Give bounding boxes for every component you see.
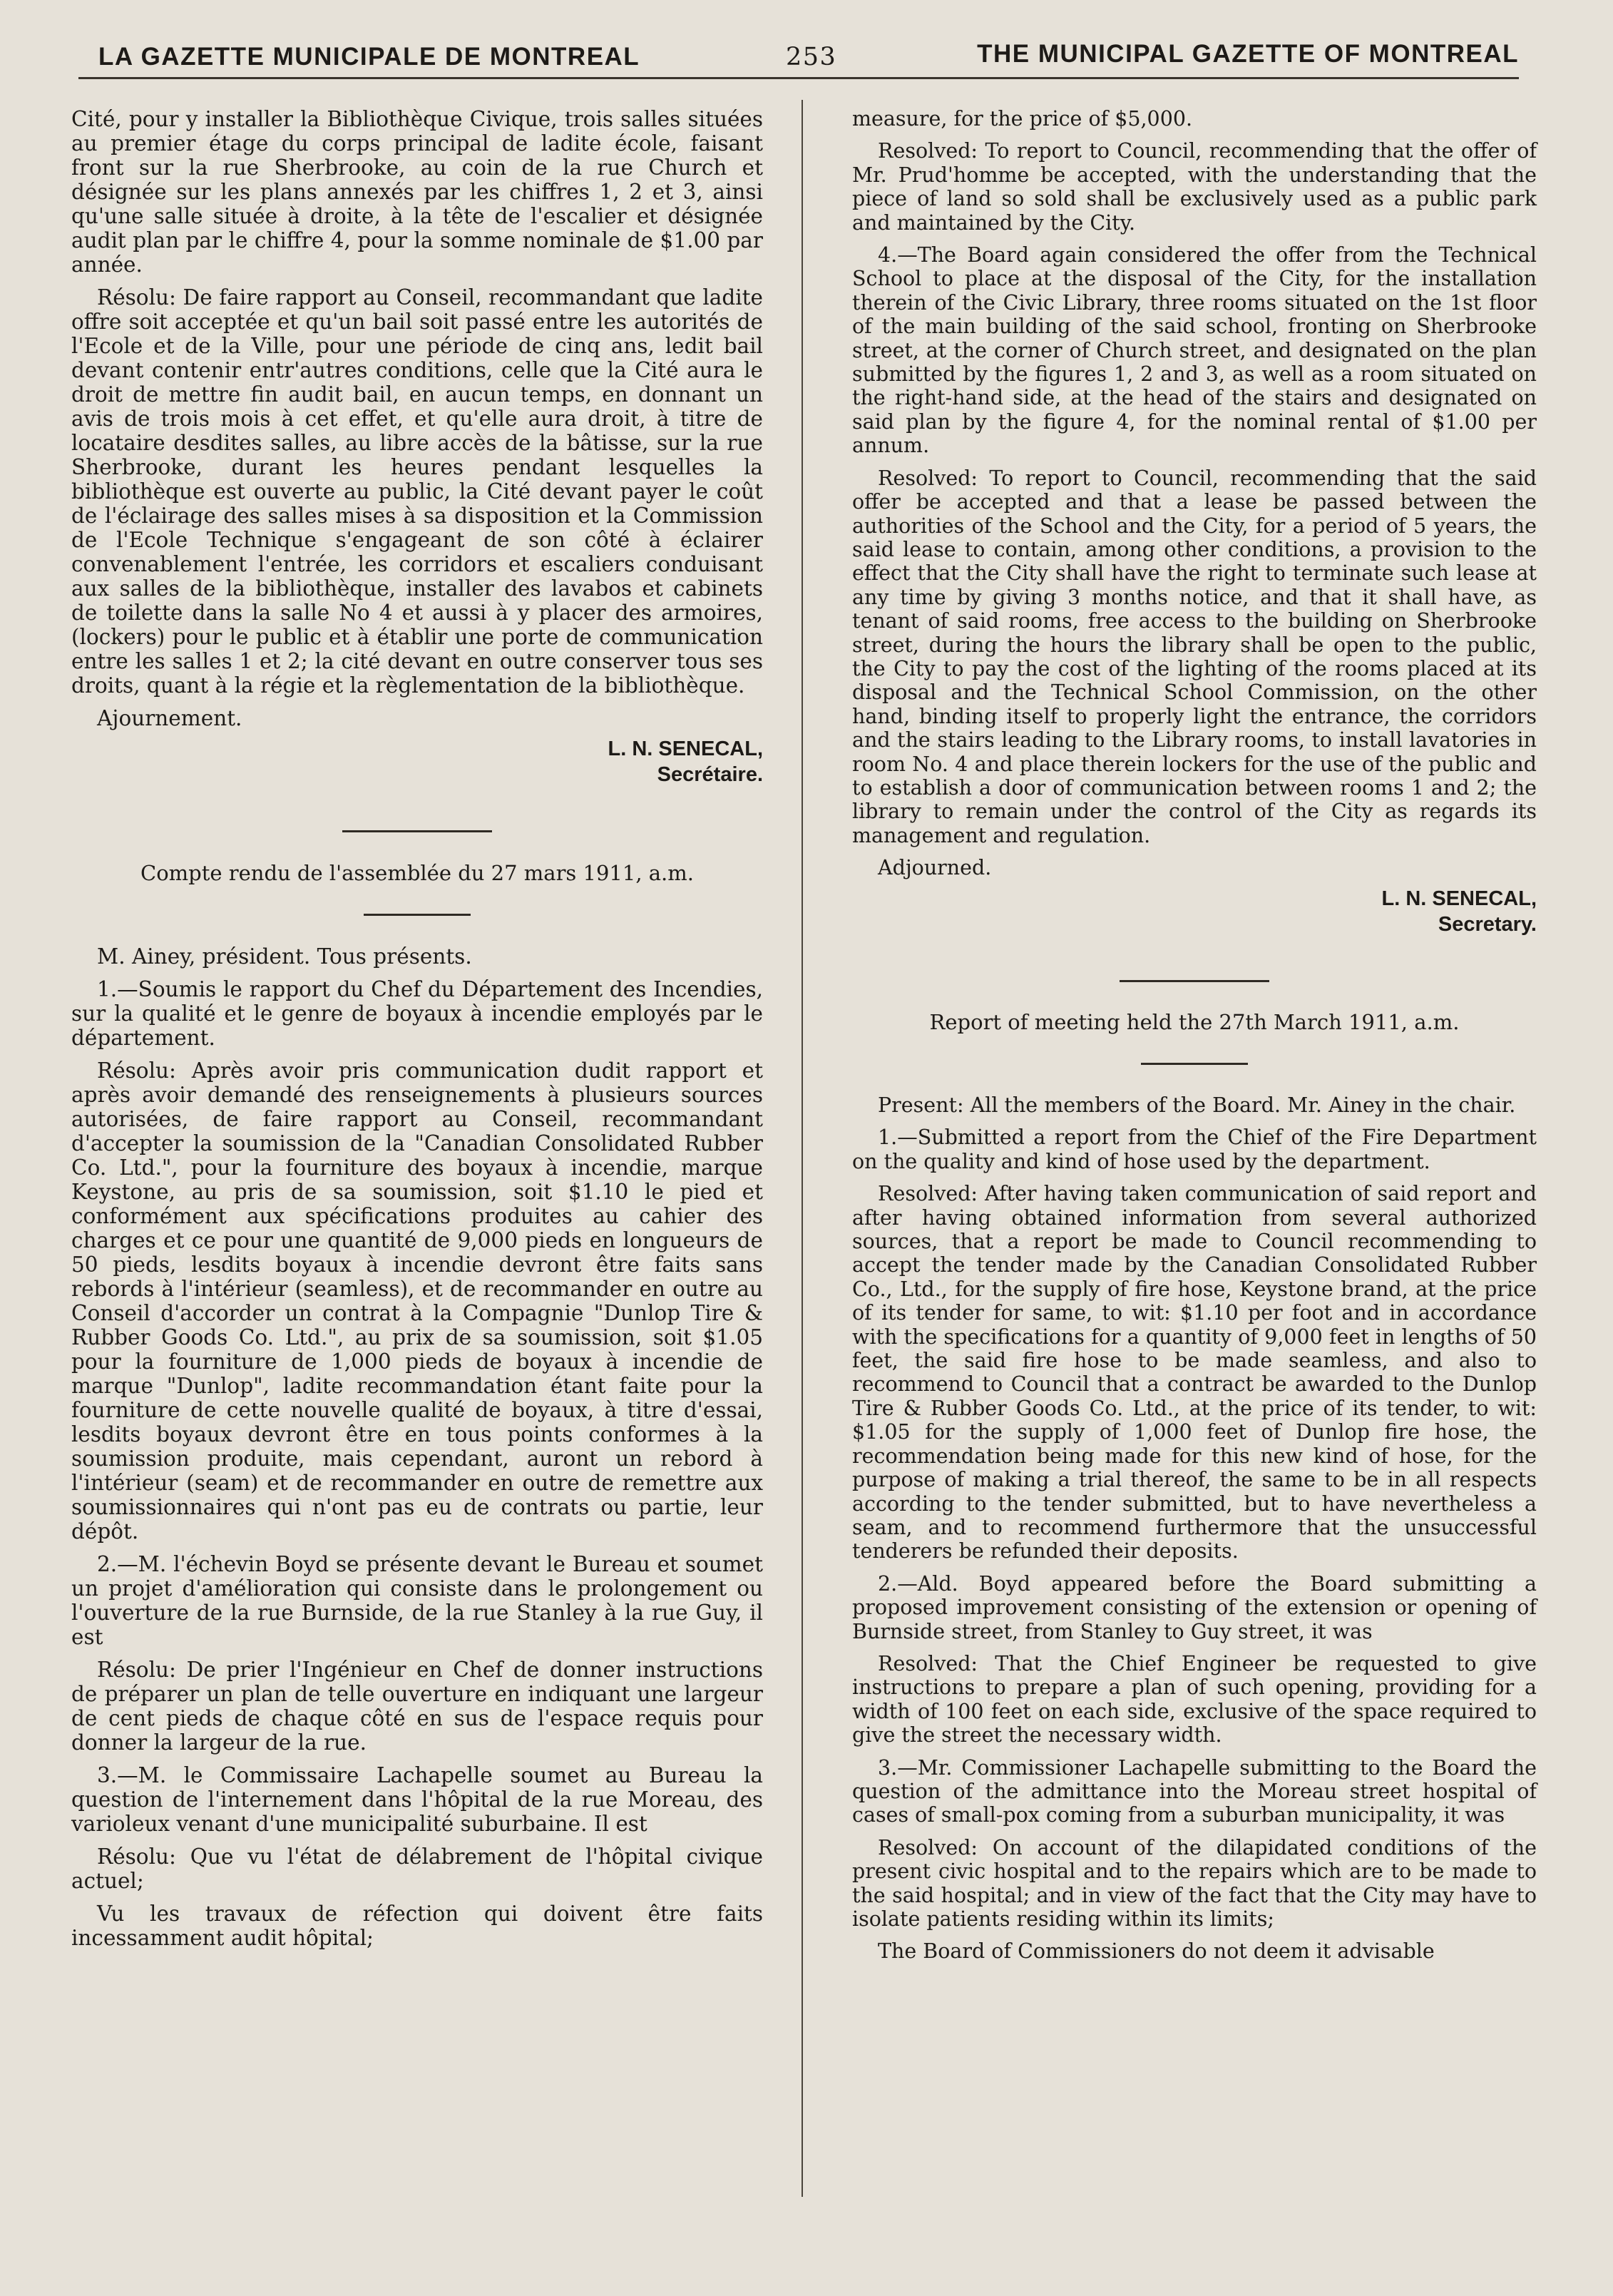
fr-paragraph: Résolu: De prier l'Ingénieur en Chef de donner instructions de préparer un plan de telle ouverture en indiquant une largeur de cent pieds de chaque côté en sus de l'espace requis pour donner la largeur de la rue. bbox=[71, 1658, 763, 1755]
header-rule bbox=[78, 77, 1519, 79]
page-number: 253 bbox=[786, 43, 837, 71]
fr-paragraph: 2.—M. l'échevin Boyd se présente devant le Bureau et soumet un projet d'amélioration qui consiste dans le prolongement ou l'ouverture de la rue Burnside, de la rue Stanley à la rue Guy, il est bbox=[71, 1552, 763, 1649]
fr-signature-role: Secrétaire. bbox=[657, 763, 763, 786]
fr-paragraph: Résolu: Après avoir pris communication dudit rapport et après avoir demandé des renseignements à plusieurs sources autorisées, de faire rapport au Conseil, recommandant d'accepter la soumission de la "Canadian Consolidated Rubber Co. Ltd.", pour la fourniture des boyaux à incendie, marque Keystone, au pris de sa soumission, soit $1.10 le pied et conformément aux spécifications produites au cahier des charges et ce pour une quantité de 9,000 pieds en longueurs de 50 pieds, lesdits boyaux à incendie devront être faits sans rebords à l'intérieur (seamless), et de recommander en outre au Conseil d'accorder un contrat à la Compagnie "Dunlop Tire & Rubber Goods Co. Ltd.", au prix de sa soumission, soit $1.05 pour la fourniture de 1,000 pieds de boyaux à incendie de marque "Dunlop", ladite recommandation étant faite pour la fourniture de cette nouvelle qualité de boyaux, à titre d'essai, lesdits boyaux devront être en tous points conformes à la soumission produite, mais cependant, auront un rebord à l'intérieur (seam) et de recommander en outre de remettre aux soumissionnaires qui n'ont pas eu de contrats ou partie, leur dépôt. bbox=[71, 1058, 763, 1544]
header-english-title: THE MUNICIPAL GAZETTE OF MONTREAL bbox=[977, 40, 1519, 68]
en-paragraph: The Board of Commissioners do not deem it advisable bbox=[878, 1939, 1435, 1964]
fr-signature bbox=[71, 736, 763, 787]
en-paragraph: Resolved: After having taken communication of said report and after having obtained information from several authorized sources, that a report be made to Council recommending to accept the tender made by the Canadian Consolidated Rubber Co., Ltd., for the supply of fire hose, Keystone brand, at the price of its tender for same, to wit: $1.10 per foot and in accordance with the specifications for a quantity of 9,000 feet in lengths of 50 feet, the said fire hose to be made seamless, and also to recommend to Council that a contract be awarded to the Dunlop Tire & Rubber Goods Co. Ltd., at the price of its tender, to wit: $1.05 for the supply of 1,000 feet of Dunlop fire hose, the recommendation being made for this new kind of hose, for the purpose of making a trial thereof, the same to be in all respects according to the tender submitted, but to have nevertheless a seam, and to recommend furthermore that the unsuccessful tenderers be refunded their deposits. bbox=[852, 1182, 1537, 1563]
fr-signature-name: L. N. SENECAL, bbox=[608, 738, 763, 760]
fr-paragraph: Résolu: Que vu l'état de délabrement de l'hôpital civique actuel; bbox=[71, 1845, 763, 1893]
fr-paragraph: Résolu: De faire rapport au Conseil, recommandant que ladite offre soit acceptée et qu'un bail soit passé entre les autorités de l'Ecole et de la Ville, pour une période de cinq ans, ledit bail devant contenir entr'autres conditions, celle que la Cité aura le droit de mettre fin audit bail, en aucun temps, en donnant un avis de trois mois à cet effet, et qu'elle aura droit, à titre de locataire desdites salles, au libre accès de la bâtisse, sur la rue Sherbrooke, durant les heures pendant lesquelles la bibliothèque est ouverte au public, la Cité devant payer le coût de l'éclairage des salles mises à sa disposition et la Commission de l'Ecole Technique s'engageant de son côté à éclairer convenablement l'entrée, les corridors et escaliers conduisant aux salles de la bibliothèque, installer des lavabos et cabinets de toilette dans la salle No 4 et aussi à y placer des armoires, (lockers) pour le public et à établir une porte de communication entre les salles 1 et 2; la cité devant en outre conserver tous ses droits, quant à la régie et la règlementation de la bibliothèque. bbox=[71, 285, 763, 698]
fr-paragraph: Vu les travaux de réfection qui doivent être faits incessamment audit hôpital; bbox=[71, 1902, 763, 1950]
en-paragraph: 3.—Mr. Commissioner Lachapelle submitting to the Board the question of the admittance into the Moreau street hospital of cases of small-pox coming from a suburban municipality, it was bbox=[852, 1755, 1537, 1827]
fr-paragraph: Cité, pour y installer la Bibliothèque Civique, trois salles situées au premier étage du corps principal de ladite école, faisant front sur la rue Sherbrooke, au coin de la rue Church et désignée sur les plans annexés par les chiffres 1, 2 et 3, ainsi qu'une salle située à droite, à la tête de l'escalier et désignée audit plan par le chiffre 4, pour la somme nominale de $1.00 par année. bbox=[71, 107, 763, 277]
french-column bbox=[71, 107, 763, 1959]
fr-paragraph: 3.—M. le Commissaire Lachapelle soumet au Bureau la question de l'internement dans l'hôpital de la rue Moreau, des varioleux venant d'une municipalité suburbaine. Il est bbox=[71, 1763, 763, 1836]
fr-report-title: Compte rendu de l'assemblée du 27 mars 1911, a.m. bbox=[140, 861, 694, 885]
en-paragraph: Resolved: To report to Council, recommending that the said offer be accepted and that a lease be passed between the authorities of the School and the City, for a period of 5 years, the said lease to contain, among other conditions, a provision to the effect that the City shall have the right to terminate such lease at any time by giving 3 months notice, and that it shall have, as tenant of said rooms, free access to the building on Sherbrooke street, during the hours the library shall be open to the public, the City to pay the cost of the lighting of the rooms placed at its disposal and the Technical School Commission, on the other hand, binding itself to properly light the entrance, the corridors and the stairs leading to the Library rooms, to install lavatories in room No. 4 and place therein lockers for the use of the public and to establish a door of communication between rooms 1 and 2; the library to remain under the control of the City as regards its management and regulation. bbox=[852, 466, 1537, 847]
en-signature-name: L. N. SENECAL, bbox=[1381, 887, 1537, 910]
en-report-title: Report of meeting held the 27th March 1911, a.m. bbox=[929, 1009, 1460, 1034]
fr-paragraph: 1.—Soumis le rapport du Chef du Département des Incendies, sur la qualité et le genre de boyaux à incendie employés par le département. bbox=[71, 977, 763, 1050]
column-divider bbox=[802, 100, 803, 2197]
header-french-title: LA GAZETTE MUNICIPALE DE MONTREAL bbox=[98, 43, 640, 71]
page-header bbox=[93, 34, 1519, 77]
en-paragraph: Resolved: To report to Council, recommending that the offer of Mr. Prud'homme be accepted, with the understanding that the piece of land so sold shall be exclusively used as a public park and maintained by the City. bbox=[852, 139, 1537, 235]
en-paragraph: Resolved: On account of the dilapidated conditions of the present civic hospital and to the repairs which are to be made to the said hospital; and in view of the fact that the City may have to isolate patients residing within its limits; bbox=[852, 1835, 1537, 1931]
en-paragraph: measure, for the price of $5,000. bbox=[852, 107, 1193, 131]
english-column bbox=[852, 107, 1537, 1972]
fr-adjourned: Ajournement. bbox=[97, 706, 242, 730]
en-adjourned: Adjourned. bbox=[878, 856, 992, 880]
en-signature-role: Secretary. bbox=[1438, 912, 1537, 936]
en-signature bbox=[852, 886, 1537, 937]
fr-section-rule bbox=[342, 830, 492, 832]
en-paragraph: 1.—Submitted a report from the Chief of the Fire Department on the quality and kind of hose used by the department. bbox=[852, 1126, 1537, 1173]
en-paragraph: 4.—The Board again considered the offer from the Technical School to place at the disposal of the City, for the installation therein of the Civic Library, three rooms situated on the 1st floor of the main building of the said school, fronting on Sherbrooke street, at the corner of Church street, and designated on the plan submitted by the figures 1, 2 and 3, as well as a room situated on the right-hand side, at the head of the stairs and designated on said plan by the figure 4, for the nominal rental of $1.00 per annum. bbox=[852, 243, 1537, 458]
fr-paragraph: M. Ainey, président. Tous présents. bbox=[97, 944, 472, 969]
en-section-rule bbox=[1120, 980, 1269, 982]
en-paragraph: 2.—Ald. Boyd appeared before the Board submitting a proposed improvement consisting of the extension or opening of Burnside street, from Stanley to Guy street, it was bbox=[852, 1571, 1537, 1643]
fr-title-rule bbox=[364, 914, 471, 916]
en-paragraph: Present: All the members of the Board. Mr. Ainey in the chair. bbox=[878, 1093, 1516, 1117]
en-paragraph: Resolved: That the Chief Engineer be requested to give instructions to prepare a plan of such opening, providing for a width of 100 feet on each side, exclusive of the space required to give the street the necessary width. bbox=[852, 1651, 1537, 1747]
en-title-rule bbox=[1141, 1063, 1248, 1065]
